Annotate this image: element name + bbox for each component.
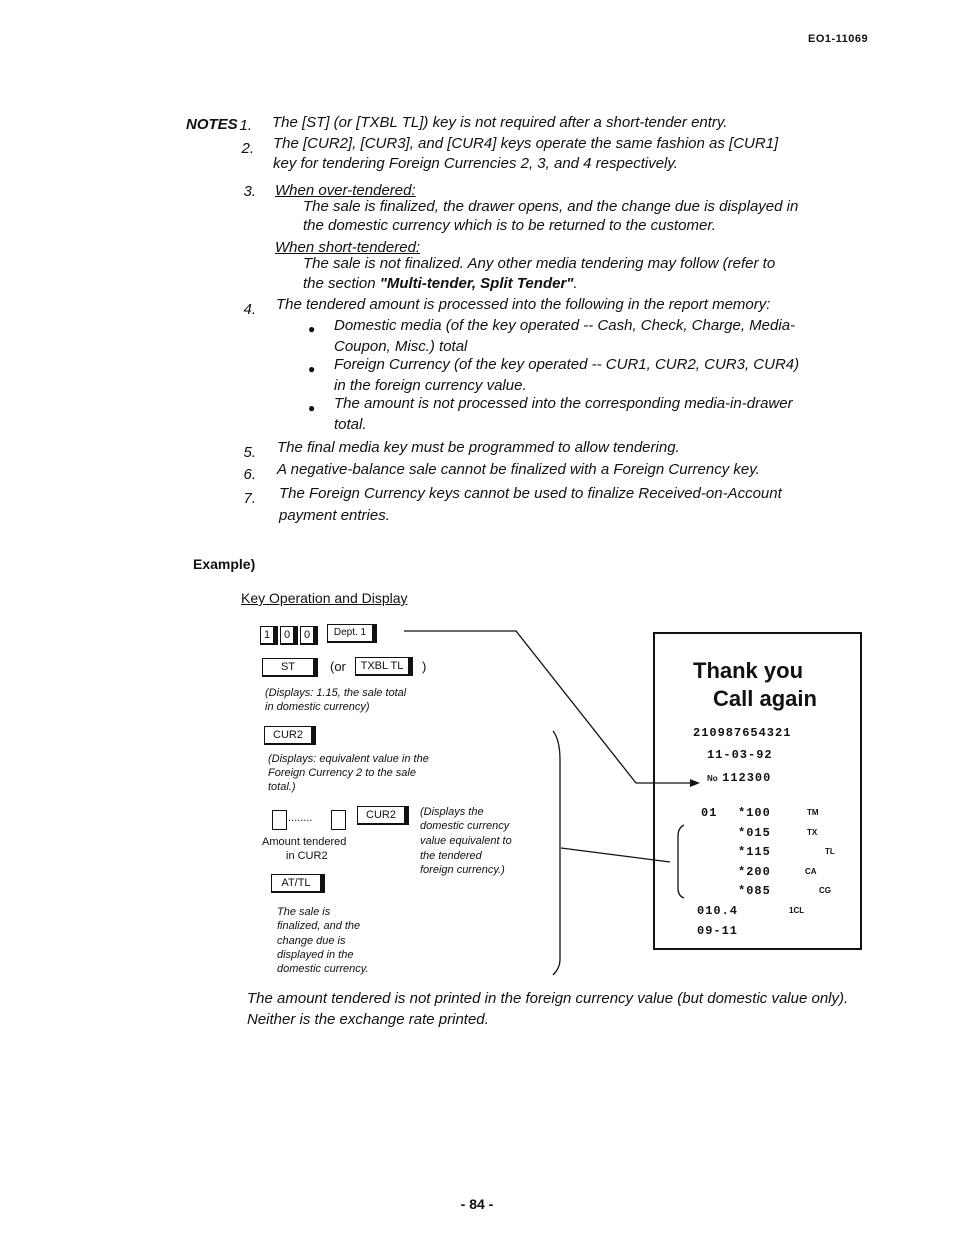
note-4-bullet3-line2: total. (334, 416, 367, 433)
receipt-amount: *115 (738, 845, 771, 859)
section-reference: "Multi-tender, Split Tender" (379, 275, 574, 292)
receipt (653, 632, 862, 950)
final-note-line5: domestic currency. (277, 963, 369, 975)
note-7-line2: payment entries. (279, 507, 390, 524)
receipt-no-value: 112300 (722, 771, 772, 785)
receipt-tag: TX (807, 828, 818, 837)
note-3-number: 3. (243, 183, 256, 200)
receipt-tag: CA (805, 867, 817, 876)
entry-dots: ........ (288, 812, 313, 824)
st-key[interactable]: ST (262, 658, 318, 677)
note-4-bullet2-line1: Foreign Currency (of the key operated -- CUR1, CUR2, CUR3, CUR4) (334, 356, 800, 373)
note-2-line2: key for tendering Foreign Currencies 2, 3, and 4 respectively. (273, 155, 678, 172)
receipt-call-again: Call again (713, 686, 817, 711)
note-3-short-line1: The sale is not finalized. Any other media tendering may follow (refer to (303, 255, 776, 272)
receipt-tag: TM (807, 808, 819, 817)
bullet-icon: ● (308, 362, 316, 376)
key-operation-heading: Key Operation and Display (241, 590, 408, 606)
display-note-2-line3: total.) (268, 781, 296, 793)
notes-label: NOTES (186, 116, 238, 133)
receipt-date: 11-03-92 (707, 748, 773, 762)
at-tl-key[interactable]: AT/TL (271, 874, 325, 893)
numeric-key-placeholder[interactable] (331, 810, 346, 830)
display-note-2-line2: Foreign Currency 2 to the sale (268, 767, 416, 779)
note-6-number: 6. (243, 466, 256, 483)
receipt-consecutive: 010.4 (697, 904, 739, 918)
note-6-text: A negative-balance sale cannot be finalized with a Foreign Currency key. (277, 461, 760, 478)
note-3-over-heading: When over-tendered: (275, 182, 416, 199)
receipt-time: 09-11 (697, 924, 739, 938)
note-3-short-prefix: the section (303, 275, 380, 292)
display-note-3-line3: value equivalent to (420, 835, 512, 847)
display-note-2-line1: (Displays: equivalent value in the (268, 753, 429, 765)
note-3-short-heading: When short-tendered: (275, 239, 421, 256)
note-4-bullet3-line1: The amount is not processed into the corresponding media-in-drawer (334, 395, 793, 412)
note-2-line1: The [CUR2], [CUR3], and [CUR4] keys operate the same fashion as [CUR1] (273, 135, 779, 152)
key-0[interactable]: 0 (280, 626, 298, 645)
receipt-code: 210987654321 (693, 726, 792, 740)
amount-tendered-line2: in CUR2 (286, 850, 328, 862)
receipt-number (707, 768, 771, 786)
receipt-amount: *200 (738, 865, 771, 879)
note-7-number: 7. (243, 490, 256, 507)
receipt-clerk: 1CL (789, 906, 805, 915)
or-close-text: ) (422, 659, 427, 674)
note-5-text: The final media key must be programmed to allow tendering. (277, 439, 680, 456)
note-4-bullet1-line1: Domestic media (of the key operated -- Cash, Check, Charge, Media- (334, 317, 796, 334)
note-3-over-line2: the domestic currency which is to be returned to the customer. (303, 217, 716, 234)
amount-tendered-line1: Amount tendered (262, 836, 347, 848)
note-3-short-suffix: . (573, 275, 578, 292)
note-3-short-line2 (303, 274, 578, 294)
receipt-tag: CG (819, 886, 831, 895)
receipt-tag: TL (825, 847, 835, 856)
note-4-bullet1-line2: Coupon, Misc.) total (334, 338, 468, 355)
document-number: EO1-11069 (808, 33, 869, 45)
txbl-tl-key[interactable]: TXBL TL (355, 657, 413, 676)
final-note-line3: change due is (277, 935, 346, 947)
key-1[interactable]: 1 (260, 626, 278, 645)
note-4-number: 4. (243, 301, 256, 318)
receipt-amount: *100 (738, 806, 771, 820)
receipt-amount: *085 (738, 884, 771, 898)
footer-note: The amount tendered is not printed in the foreign currency value (but domestic value only). Neither is the exchange rate printed. (247, 990, 849, 1028)
receipt-thank-you: Thank you (693, 658, 804, 683)
or-open-text: (or (330, 659, 346, 674)
display-note-3-line5: foreign currency.) (420, 864, 505, 876)
note-1-text: The [ST] (or [TXBL TL]) key is not required after a short-tender entry. (272, 114, 728, 131)
note-1-number: 1. (239, 117, 252, 134)
dept-1-key[interactable]: Dept. 1 (327, 624, 377, 643)
bullet-icon: ● (308, 322, 316, 336)
note-5-number: 5. (243, 444, 256, 461)
final-note-line1: The sale is (277, 906, 331, 918)
note-3-over-line1: The sale is finalized, the drawer opens, and the change due is displayed in (303, 198, 799, 215)
note-4-bullet2-line2: in the foreign currency value. (334, 377, 527, 394)
display-note-1-line2: in domestic currency) (265, 701, 370, 713)
numeric-key-placeholder[interactable] (272, 810, 287, 830)
display-note-3-line1: (Displays the (420, 806, 484, 818)
display-note-3-line2: domestic currency (420, 820, 510, 832)
display-note-1-line1: (Displays: 1.15, the sale total (265, 687, 407, 699)
receipt-amount: *015 (738, 826, 771, 840)
final-note-line4: displayed in the (277, 949, 354, 961)
bullet-icon: ● (308, 401, 316, 415)
cur2-key[interactable]: CUR2 (357, 806, 409, 825)
key-0[interactable]: 0 (300, 626, 318, 645)
note-7-line1: The Foreign Currency keys cannot be used to finalize Received-on-Account (279, 485, 782, 502)
final-note-line2: finalized, and the (277, 920, 361, 932)
receipt-no-label: No (707, 774, 718, 783)
display-note-3-line4: the tendered (420, 850, 482, 862)
note-4-intro: The tendered amount is processed into the following in the report memory: (276, 296, 771, 313)
receipt-dept: 01 (701, 806, 718, 820)
cur2-key[interactable]: CUR2 (264, 726, 316, 745)
note-2-number: 2. (241, 140, 254, 157)
example-label: Example) (193, 556, 256, 572)
page-number: - 84 - (460, 1196, 494, 1212)
